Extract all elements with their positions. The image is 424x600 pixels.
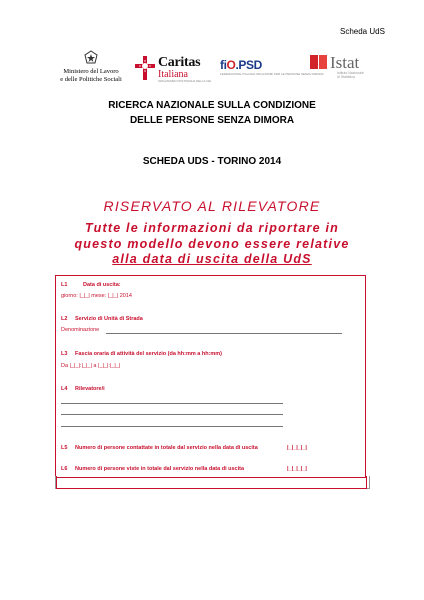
caritas-name: Caritas <box>158 55 201 70</box>
istat-mark-left <box>310 55 318 69</box>
document-tag: Scheda UdS <box>340 27 385 36</box>
form-footer-inner <box>56 476 367 489</box>
l4-label: L4 <box>61 386 68 392</box>
l4-rilevatore-field-1[interactable] <box>61 403 283 404</box>
instructions-line2: questo modello devono essere relative <box>74 236 350 251</box>
l6-label: L6 <box>61 466 68 472</box>
title-line1: RICERCA NAZIONALE SULLA CONDIZIONE <box>108 100 316 111</box>
fiopsd-name-part1: fi <box>220 58 227 72</box>
l3-time-field[interactable]: Da |_|_|:|_|_| a |_|_|:|_|_| <box>61 363 121 369</box>
l6-title: Numero di persone viste in totale dal servizio nella data di uscita <box>75 466 245 472</box>
instructions-line3: alla data di uscita della UdS <box>112 252 312 266</box>
fiopsd-name <box>220 58 262 72</box>
istat-sub-line2: di Statistica <box>337 75 355 79</box>
caritas-sub: Italiana <box>158 69 188 80</box>
caritas-tagline: ORGANISMO PASTORALE DELLA CEI <box>158 79 212 83</box>
page-title <box>0 98 424 128</box>
l5-title: Numero di persone contattate in totale dal servizio nella data di uscita <box>75 445 258 451</box>
l2-title: Servizio di Unità di Strada <box>75 316 143 322</box>
survey-id: SCHEDA UDS - TORINO 2014 <box>142 156 282 167</box>
caritas-cross-icon <box>134 55 156 81</box>
l2-label: L2 <box>61 316 68 322</box>
instructions <box>0 221 424 268</box>
fiopsd-name-part3: .PSD <box>235 58 262 72</box>
fiopsd-name-part2: O <box>226 58 236 72</box>
istat-logo <box>310 53 370 83</box>
title-line2: DELLE PERSONE SENZA DIMORA <box>129 115 295 126</box>
l3-title: Fascia oraria di attività del servizio (da hh:mm a hh:mm) <box>75 351 223 357</box>
istat-name: Istat <box>330 53 360 72</box>
l1-date-field[interactable]: giorno: |_|_| mese: |_|_| 2014 <box>61 293 132 299</box>
instructions-line1: Tutte le informazioni da riportare in <box>85 221 339 235</box>
istat-sub <box>337 71 364 79</box>
fiopsd-logo <box>220 58 324 78</box>
form-footer-box <box>55 476 370 489</box>
ministero-line1: Ministero del Lavoro <box>63 68 119 75</box>
istat-sub-line1: Istituto Nazionale <box>337 71 364 75</box>
caritas-logo <box>134 55 214 83</box>
l4-title: Rilevatore/i <box>75 386 105 392</box>
l2-field-label: Denominazione <box>61 327 100 333</box>
l5-count-field[interactable]: |_|_|_|_| <box>287 445 307 451</box>
ministero-emblem-icon <box>84 50 98 66</box>
ministero-logo <box>46 50 136 84</box>
l1-label: L1 <box>61 282 68 288</box>
istat-mark-right <box>319 55 327 69</box>
l4-rilevatore-field-3[interactable] <box>61 426 283 427</box>
reserved-heading: RISERVATO AL RILEVATORE <box>103 198 321 214</box>
l5-label: L5 <box>61 445 68 451</box>
l3-label: L3 <box>61 351 68 357</box>
l4-rilevatore-field-2[interactable] <box>61 414 283 415</box>
l6-count-field[interactable]: |_|_|_|_| <box>287 466 307 472</box>
form-box <box>55 275 366 478</box>
fiopsd-tagline: FEDERAZIONE ITALIANA ORGANISMI PER LE PERSONE SENZA DIMORA <box>220 72 324 76</box>
l1-title: Data di uscita: <box>83 282 121 288</box>
ministero-line2: e delle Politiche Sociali <box>60 76 122 83</box>
l2-denominazione-field[interactable] <box>106 333 342 334</box>
